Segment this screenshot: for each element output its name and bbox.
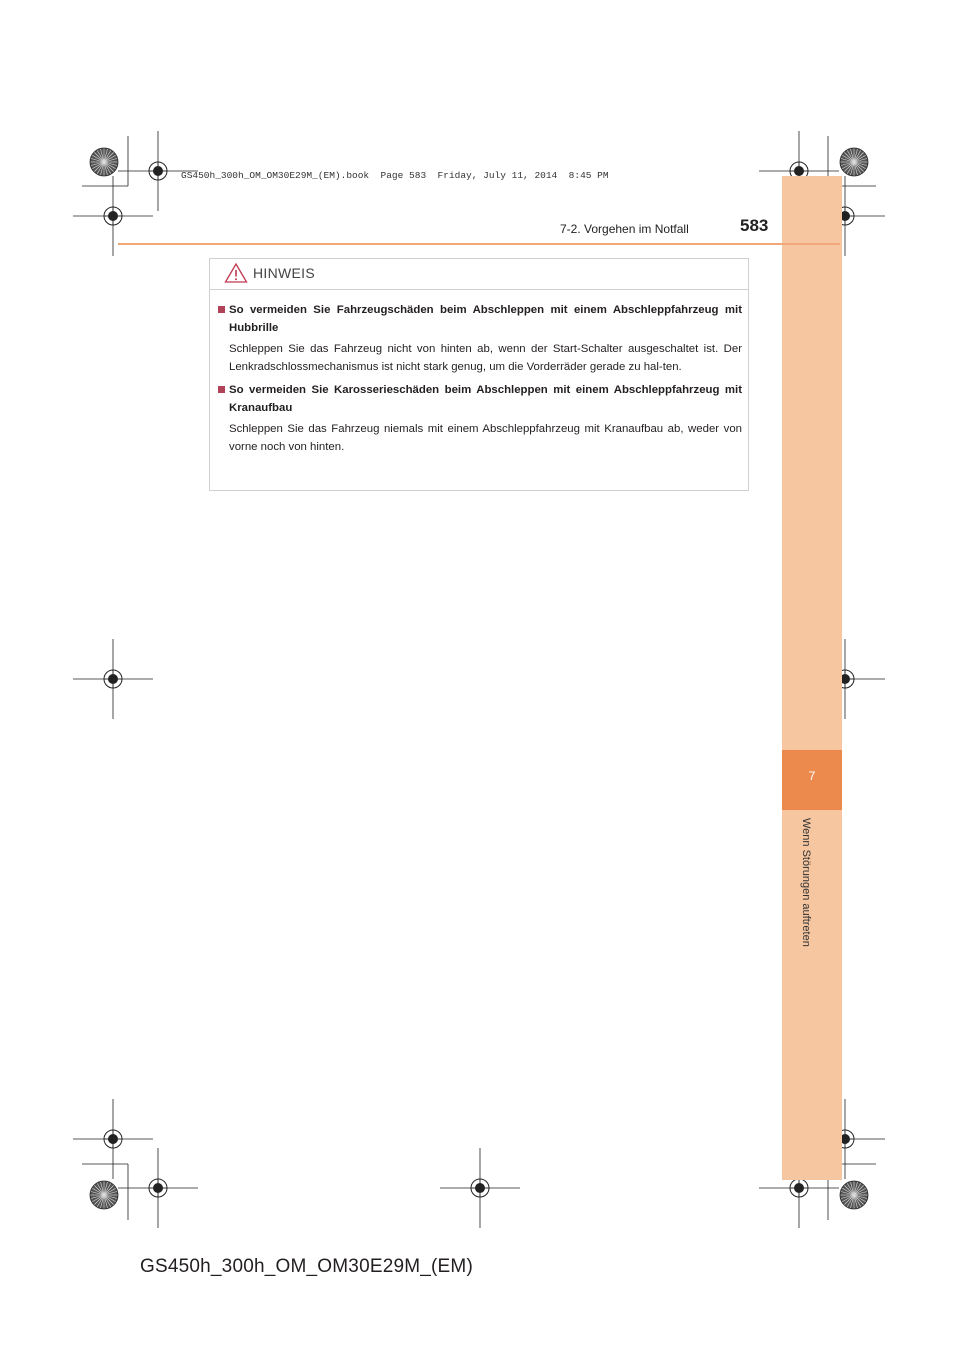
- notice-label: HINWEIS: [253, 265, 315, 281]
- section-title: 7-2. Vorgehen im Notfall: [560, 222, 689, 236]
- notice-header: [210, 259, 748, 290]
- book-info-line: GS450h_300h_OM_OM30E29M_(EM).book Page 583 Friday, July 11, 2014 8:45 PM: [181, 170, 609, 181]
- square-bullet-icon: [218, 386, 225, 393]
- notice-box: [209, 258, 749, 491]
- notice-body: [210, 290, 748, 456]
- chapter-title-vertical: Wenn Störungen auftreten: [800, 818, 812, 947]
- document-code: GS450h_300h_OM_OM30E29M_(EM): [140, 1256, 473, 1277]
- notice-item-heading: So vermeiden Sie Karosserieschäden beim Abschleppen mit einem Abschleppfahrzeug mit Kranaufbau: [229, 384, 742, 414]
- notice-item-text: Schleppen Sie das Fahrzeug niemals mit einem Abschleppfahrzeug mit Kranaufbau ab, weder von vorne noch von hinten.: [229, 423, 742, 453]
- notice-item-heading: So vermeiden Sie Fahrzeugschäden beim Abschleppen mit einem Abschleppfahrzeug mit Hubbrille: [229, 304, 742, 334]
- notice-item: [218, 301, 742, 376]
- header-rule: [118, 243, 840, 245]
- chapter-number-tab: 7: [782, 750, 842, 810]
- warning-icon: [224, 262, 248, 284]
- chapter-side-tab: [782, 176, 842, 1180]
- notice-item-text: Schleppen Sie das Fahrzeug nicht von hinten ab, wenn der Start-Schalter ausgeschaltet ist. Der Lenkradschlossmechanismus ist nicht stark genug, um die Vorderräder gerade zu hal-ten.: [229, 343, 742, 373]
- page-number: 583: [740, 216, 769, 235]
- notice-item: [218, 381, 742, 456]
- square-bullet-icon: [218, 306, 225, 313]
